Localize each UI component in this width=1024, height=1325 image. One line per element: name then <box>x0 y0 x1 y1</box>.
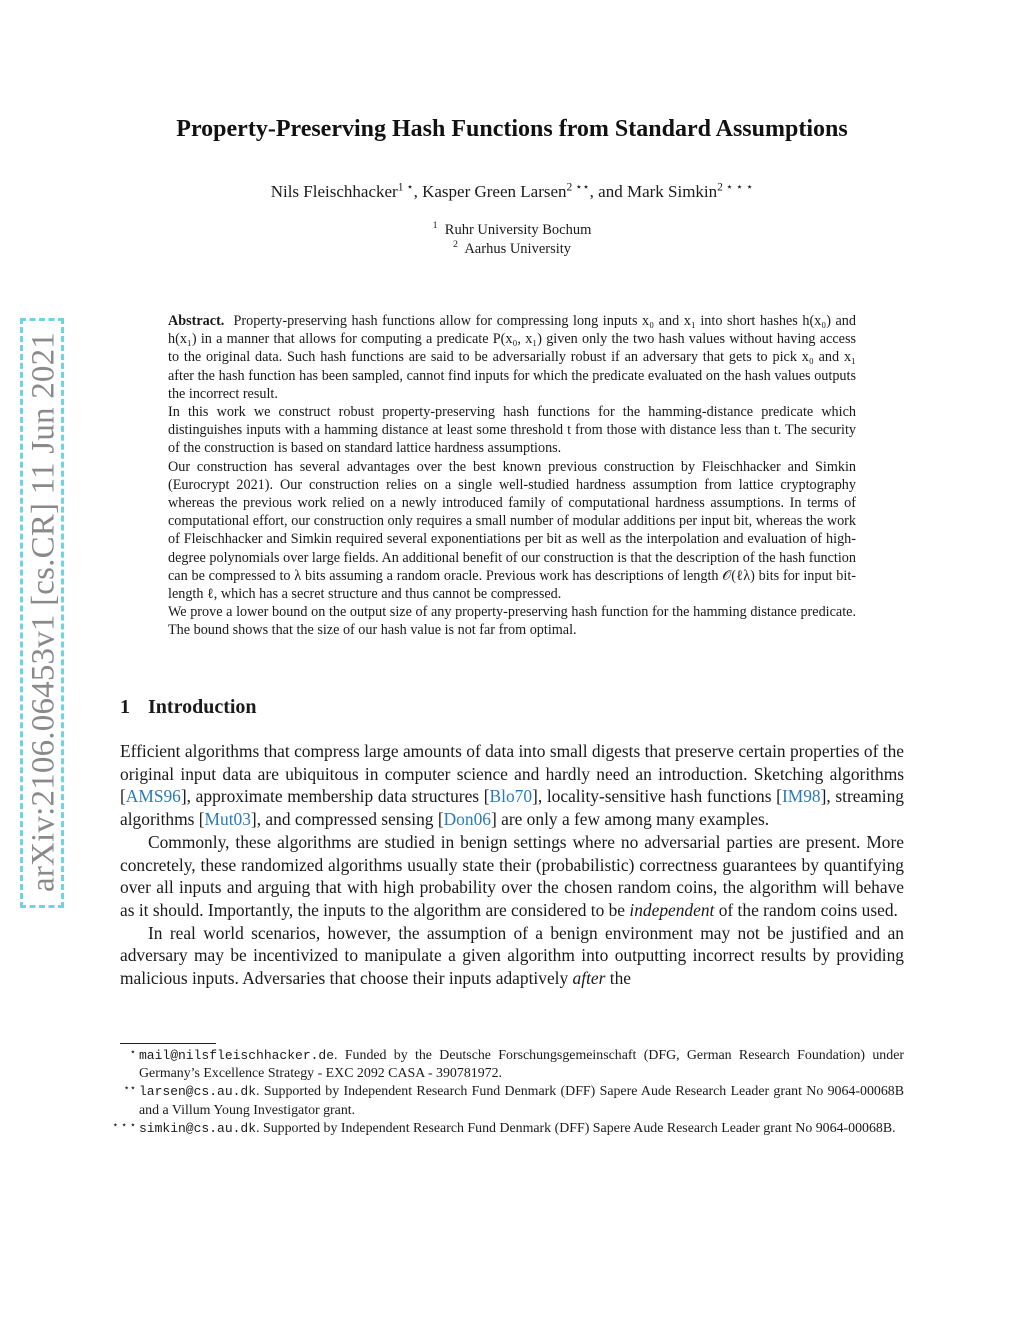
paper-title: Property-Preserving Hash Functions from Standard Assumptions <box>176 116 848 142</box>
arxiv-stamp: arXiv:2106.06453v1 [cs.CR] 11 Jun 2021 <box>25 331 62 893</box>
footnote-email[interactable]: larsen@cs.au.dk <box>139 1084 257 1100</box>
introduction-body <box>120 740 904 990</box>
abstract-label: Abstract. <box>168 313 225 329</box>
author-name: Nils Fleischhacker <box>270 182 398 201</box>
footnote: ⋆ mail@nilsfleischhacker.de. Funded by the Deutsche Forschungsgemeinschaft (DFG, German Research Foundation) under Germany’s Excellence Strategy - EXC 2092 CASA - 390781972. <box>120 1047 904 1083</box>
citation-link[interactable]: Blo70 <box>489 786 533 807</box>
affiliations <box>0 221 1024 259</box>
abstract-paragraph: Our construction has several advantages over the best known previous construction by Fleischhacker and Simkin (Eurocrypt 2021). Our construction relies on a single well-studied hardness assumption from lattice cryptography whereas the previous work relied on a newly introduced family of computational hardness assumptions. In terms of computational effort, our construction only requires a small number of modular additions per input bit, whereas the work of Fleischhacker and Simkin required several exponentiations per bit as well as the interpolation and evaluation of high-degree polynomials over large fields. An additional benefit of our construction is that the description of the hash function can be compressed to λ bits assuming a random oracle. Previous work has descriptions of length 𝒪(ℓλ) bits for input bit-length ℓ, which has a secret structure and thus cannot be compressed. <box>168 458 856 603</box>
affiliation: $^2$ Aarhus University <box>452 239 572 257</box>
footnote-mark: ⋆ ⋆ ⋆ <box>112 1119 136 1131</box>
section-heading <box>120 696 257 719</box>
paragraph: In real world scenarios, however, the assumption of a benign environment may not be justified and an adversary may be incentivized to manipulate a given algorithm into outputting incorrect results by providing malicious inputs. Adversaries that choose their inputs adaptively after the <box>120 922 904 989</box>
footnote-email[interactable]: mail@nilsfleischhacker.de <box>139 1048 335 1063</box>
citation-link[interactable]: AMS96 <box>125 786 181 807</box>
abstract <box>168 312 856 640</box>
affiliation: $^1$ Ruhr University Bochum <box>432 220 592 238</box>
author-list: Nils Fleischhacker$^{1 ⋆}$, Kasper Green Larsen$^{2 ⋆⋆}$, and Mark Simkin$^{2 ⋆ ⋆ ⋆}$ <box>270 180 754 201</box>
author-mark: 2 ⋆ ⋆ ⋆ <box>717 180 754 194</box>
footnote: ⋆ ⋆ ⋆ simkin@cs.au.dk. Supported by Independent Research Fund Denmark (DFF) Sapere Aude Research Leader grant No 9064-00068B. <box>120 1120 904 1138</box>
footnote-mark: ⋆ <box>129 1047 136 1058</box>
author-mark: 1 ⋆ <box>397 180 414 194</box>
author-name: Kasper Green Larsen <box>422 182 567 201</box>
section-number: 1 <box>120 696 130 718</box>
citation-link[interactable]: IM98 <box>781 786 821 807</box>
paragraph: Efficient algorithms that compress large amounts of data into small digests that preserve certain properties of the original input data are ubiquitous in computer science and hardly need an introduction. Sketching algorithms [AMS96], approximate membership data structures [Blo70], locality-sensitive hash functions [IM98], streaming algorithms [Mut03], and compressed sensing [Don06] are only a few among many examples. <box>120 741 904 830</box>
footnotes <box>112 1047 904 1138</box>
paragraph: Commonly, these algorithms are studied in benign settings where no adversarial parties are present. More concretely, these randomized algorithms usually state their (probabilistic) correctness guarantees by quantifying over all inputs and arguing that with high probability over the chosen random coins, the algorithm will behave as it should. Importantly, the inputs to the algorithm are considered to be independent of the random coins used. <box>120 831 904 920</box>
abstract-paragraph: We prove a lower bound on the output size of any property-preserving hash function for the hamming distance predicate. The bound shows that the size of our hash value is not far from optimal. <box>168 604 856 639</box>
citation-link[interactable]: Don06 <box>443 809 491 830</box>
author-name: Mark Simkin <box>626 182 718 201</box>
section-title: Introduction <box>148 696 257 718</box>
footnote-email[interactable]: simkin@cs.au.dk <box>139 1120 257 1136</box>
citation-link[interactable]: Mut03 <box>204 809 251 830</box>
abstract-paragraph: In this work we construct robust property-preserving hash functions for the hamming-distance predicate which distinguishes inputs with a hamming distance at least some threshold t from those with distance less than t. The security of the construction is based on standard lattice hardness assumptions. <box>168 404 856 457</box>
abstract-paragraph: Abstract. Property-preserving hash functions allow for compressing long inputs x₀ and x₁ into short hashes h(x₀) and h(x₁) in a manner that allows for computing a predicate P(x₀, x₁) given only the two hash values without having access to the original data. Such hash functions are said to be adversarially robust if an adversary that gets to pick x₀ and x₁ after the hash function has been sampled, cannot find inputs for which the predicate evaluated on the hash values outputs the incorrect result. <box>168 313 856 402</box>
author-mark: 2 ⋆⋆ <box>566 180 590 194</box>
footnote-mark: ⋆⋆ <box>123 1083 136 1095</box>
footnote: ⋆⋆ larsen@cs.au.dk. Supported by Independent Research Fund Denmark (DFF) Sapere Aude Research Leader grant No 9064-00068B and a Villum Young Investigator grant. <box>120 1083 904 1119</box>
